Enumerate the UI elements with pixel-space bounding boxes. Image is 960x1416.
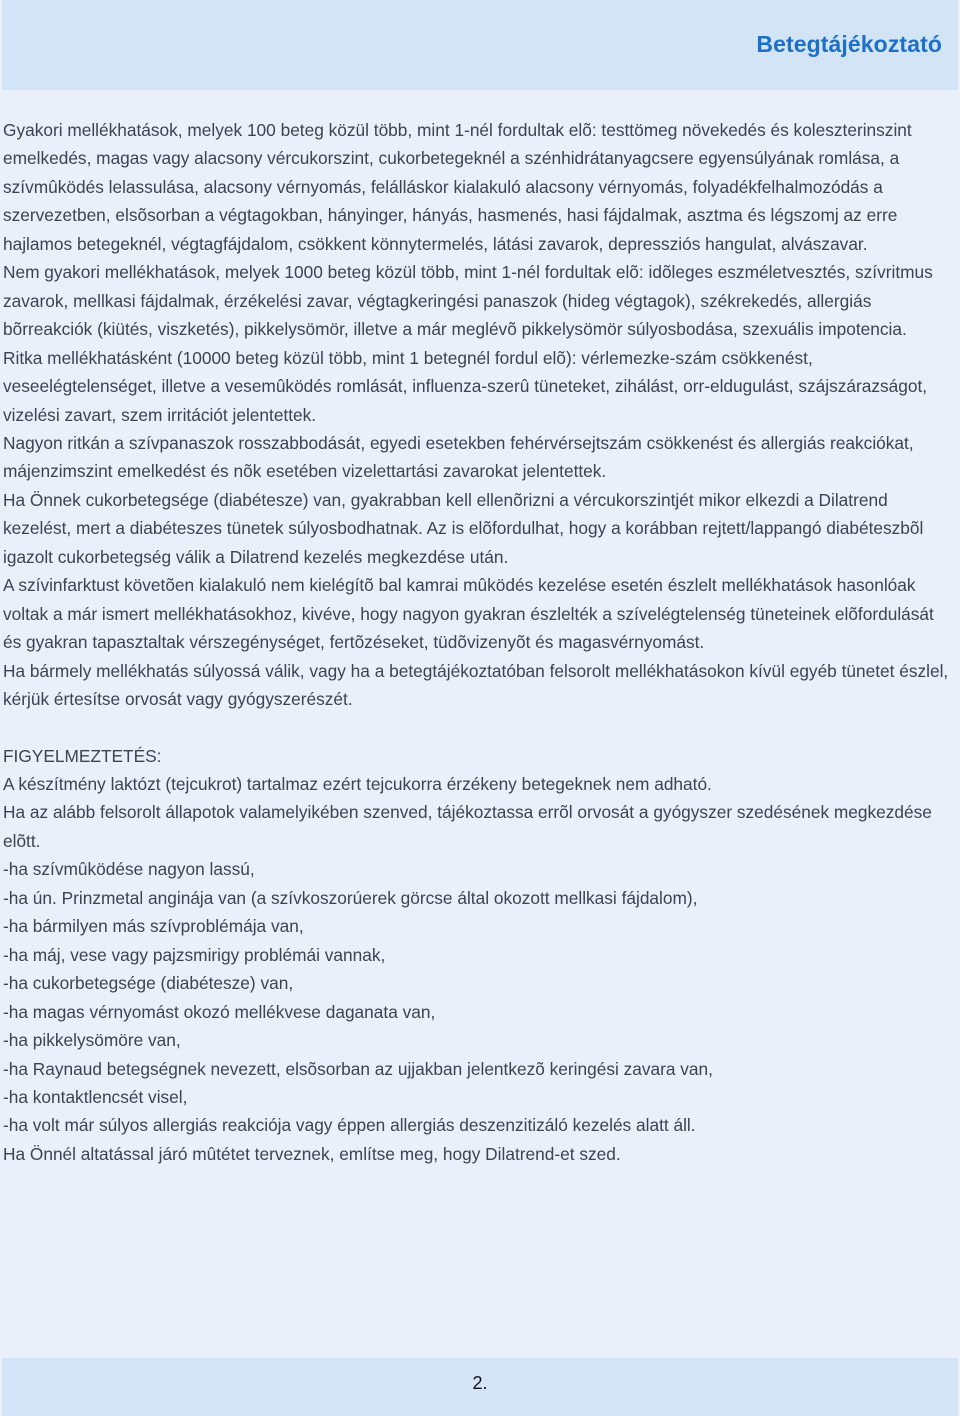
paragraph-report-side-effects: Ha bármely mellékhatás súlyossá válik, vagy ha a betegtájékoztatóban felsorolt mellékhatásokon kívül egyéb tünetet észlel, kérjük értesítse orvosát vagy gyógyszerészét. (3, 660, 949, 710)
condition-item: -ha pikkelysömöre van, (3, 1030, 181, 1051)
paragraph-very-rare-side-effects: Nagyon ritkán a szívpanaszok rosszabbodását, egyedi esetekben fehérvérsejtszám csökkenést és allergiás reakciókat, májenzimszint emelkedést és nõk esetében vizelettartási zavarokat jelentettek. (3, 432, 914, 482)
warning-anesthesia: Ha Önnél altatással járó mûtétet terveznek, említse meg, hogy Dilatrend-et szed. (3, 1143, 621, 1164)
condition-item: -ha Raynaud betegségnek nevezett, elsõsorban az ujjakban jelentkezõ keringési zavara van, (3, 1058, 713, 1079)
condition-item: -ha ún. Prinzmetal anginája van (a szívkoszorúerek görcse által okozott mellkasi fájdalom), (3, 887, 698, 908)
page-number: 2. (472, 1373, 488, 1393)
paragraph-common-side-effects: Gyakori mellékhatások, melyek 100 beteg közül több, mint 1-nél fordultak elõ: testtömeg növekedés és koleszterinszint emelkedés, magas vagy alacsony vércukorszint, cukorbetegeknél a szénhidrátanyagcsere egyensúlyának romlása, a szívmûködés lelassulása, alacsony vérnyomás, felálláskor kialakuló alacsony vérnyomás, folyadékfelhalmozódás a szervezetben, elsõsorban a végtagokban, hányinger, hányás, hasmenés, hasi fájdalmak, asztma és légszomj az erre hajlamos betegeknél, végtagfájdalom, csökkent könnytermelés, látási zavarok, depressziós hangulat, alvászavar. (3, 120, 912, 254)
condition-item: -ha szívmûködése nagyon lassú, (3, 859, 255, 880)
condition-item: -ha máj, vese vagy pajzsmirigy problémái vannak, (3, 944, 386, 965)
warning-heading: FIGYELMEZTETÉS: (3, 745, 162, 766)
condition-item: -ha volt már súlyos allergiás reakciója vagy éppen allergiás deszenzitizáló kezelés alatt áll. (3, 1115, 696, 1136)
warning-intro: Ha az alább felsorolt állapotok valamelyikében szenved, tájékoztassa errõl orvosát a gyógyszer szedésének megkezdése elõtt. (3, 802, 932, 851)
warning-lactose: A készítmény laktózt (tejcukrot) tartalmaz ezért tejcukorra érzékeny betegeknek nem adható. (3, 773, 712, 794)
page-header (2, 0, 958, 90)
section-spacer (3, 714, 955, 742)
condition-item: -ha kontaktlencsét visel, (3, 1086, 188, 1107)
condition-item: -ha bármilyen más szívproblémája van, (3, 916, 304, 937)
condition-item: -ha magas vérnyomást okozó mellékvese daganata van, (3, 1001, 436, 1022)
condition-item: -ha cukorbetegsége (diabétesze) van, (3, 973, 294, 994)
paragraph-uncommon-side-effects: Nem gyakori mellékhatások, melyek 1000 beteg közül több, mint 1-nél fordultak elõ: idõleges eszméletvesztés, szívritmus zavarok, mellkasi fájdalmak, érzékelési zavar, végtagkeringési panaszok (hideg végtagok), székrekedés, allergiás bõrreakciók (kiütés, viszketés), pikkelysömör, illetve a már meglévõ pikkelysömör súlyosbodása, szexuális impotencia. (3, 262, 933, 340)
paragraph-diabetes: Ha Önnek cukorbetegsége (diabétesze) van, gyakrabban kell ellenõrizni a vércukorszintjét mikor elkezdi a Dilatrend kezelést, mert a diabéteszes tünetek súlyosbodhatnak. Az is elõfordulhat, hogy a korábban rejtett/lappangó diabéteszbõl igazolt cukorbetegség válik a Dilatrend kezelés megkezdése után. (3, 489, 924, 567)
document-body (3, 116, 955, 1168)
document-title: Betegtájékoztató (756, 31, 942, 57)
paragraph-rare-side-effects: Ritka mellékhatásként (10000 beteg közül több, mint 1 betegnél fordul elõ): vérlemezke-szám csökkenést, veseelégtelenséget, illetve a vesemûködés romlását, influenza-szerû tüneteket, zihálást, orr-eldugulást, szájszárazságot, vizelési zavart, szem irritációt jelentettek. (3, 347, 928, 425)
paragraph-myocardial-infarction: A szívinfarktust követõen kialakuló nem kielégítõ bal kamrai mûködés kezelése esetén észlelt mellékhatások hasonlóak voltak a már ismert mellékhatásokhoz, kivéve, hogy nagyon gyakran észlelték a szívelégtelenség tüneteinek elõfordulását és gyakran tapasztaltak vérszegénységet, fertõzéseket, tüdõvizenyõt és magasvérnyomást. (3, 575, 934, 653)
page-footer (2, 1358, 958, 1416)
